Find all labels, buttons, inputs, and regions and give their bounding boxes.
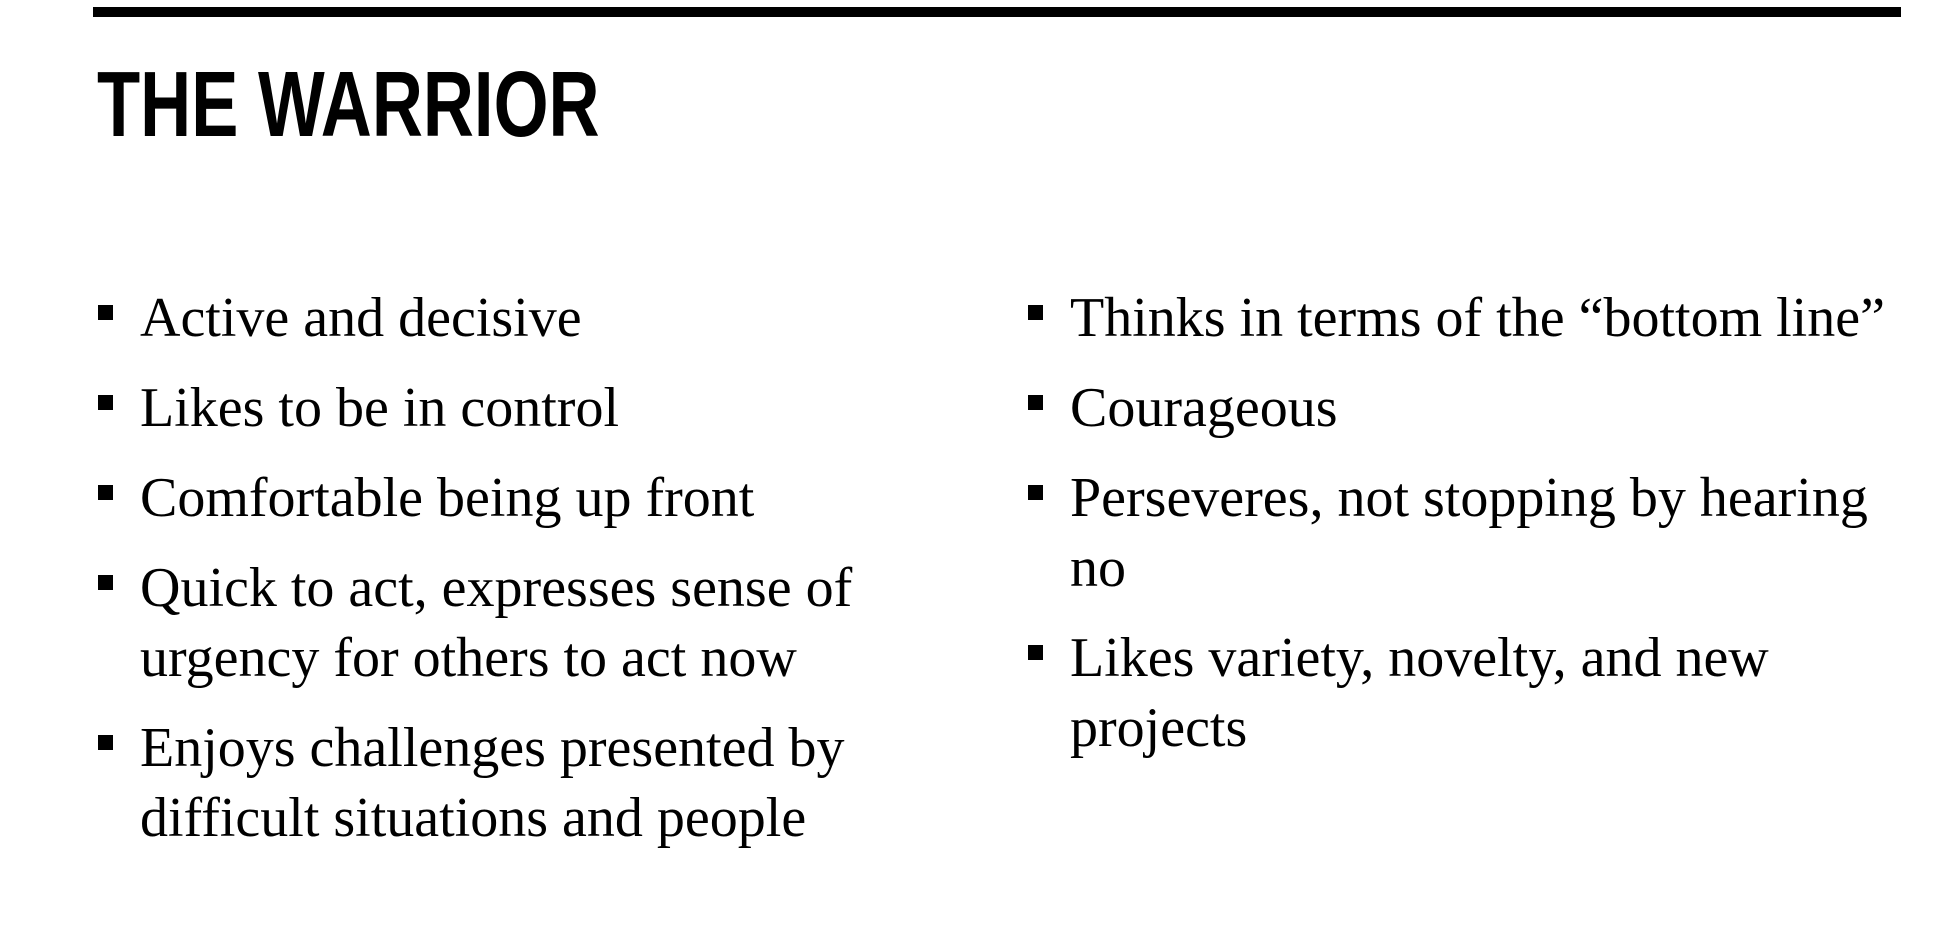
bullet-square-icon	[1028, 305, 1043, 320]
bullet-square-icon	[1028, 395, 1043, 410]
list-item	[98, 713, 893, 853]
list-item-text: Enjoys challenges presented by difficult situations and people	[140, 717, 845, 849]
list-item-text: Comfortable being up front	[140, 467, 755, 529]
list-item	[98, 553, 893, 693]
bullet-square-icon	[98, 485, 113, 500]
list-item-text: Quick to act, expresses sense of urgency for others to act now	[140, 557, 853, 689]
list-item-text: Thinks in terms of the “bottom line”	[1070, 287, 1885, 349]
bullet-list-right	[1028, 283, 1918, 783]
bullet-square-icon	[1028, 485, 1043, 500]
list-item-text: Perseveres, not stopping by hearing no	[1070, 467, 1868, 599]
slide-title: THE WARRIOR	[97, 52, 600, 156]
list-item-text: Likes variety, novelty, and new projects	[1070, 627, 1769, 759]
list-item-text: Likes to be in control	[140, 377, 620, 439]
bullet-list-left	[98, 283, 893, 873]
list-item	[1028, 623, 1918, 763]
list-item-text: Courageous	[1070, 377, 1338, 439]
bullet-square-icon	[1028, 645, 1043, 660]
list-item	[98, 463, 893, 533]
list-item	[1028, 373, 1918, 443]
list-item	[1028, 463, 1918, 603]
bullet-square-icon	[98, 395, 113, 410]
bullet-square-icon	[98, 735, 113, 750]
bullet-square-icon	[98, 575, 113, 590]
bullet-square-icon	[98, 305, 113, 320]
list-item	[98, 283, 893, 353]
list-item	[98, 373, 893, 443]
list-item-text: Active and decisive	[140, 287, 582, 349]
title-accent-bar	[93, 7, 1901, 17]
list-item	[1028, 283, 1918, 353]
